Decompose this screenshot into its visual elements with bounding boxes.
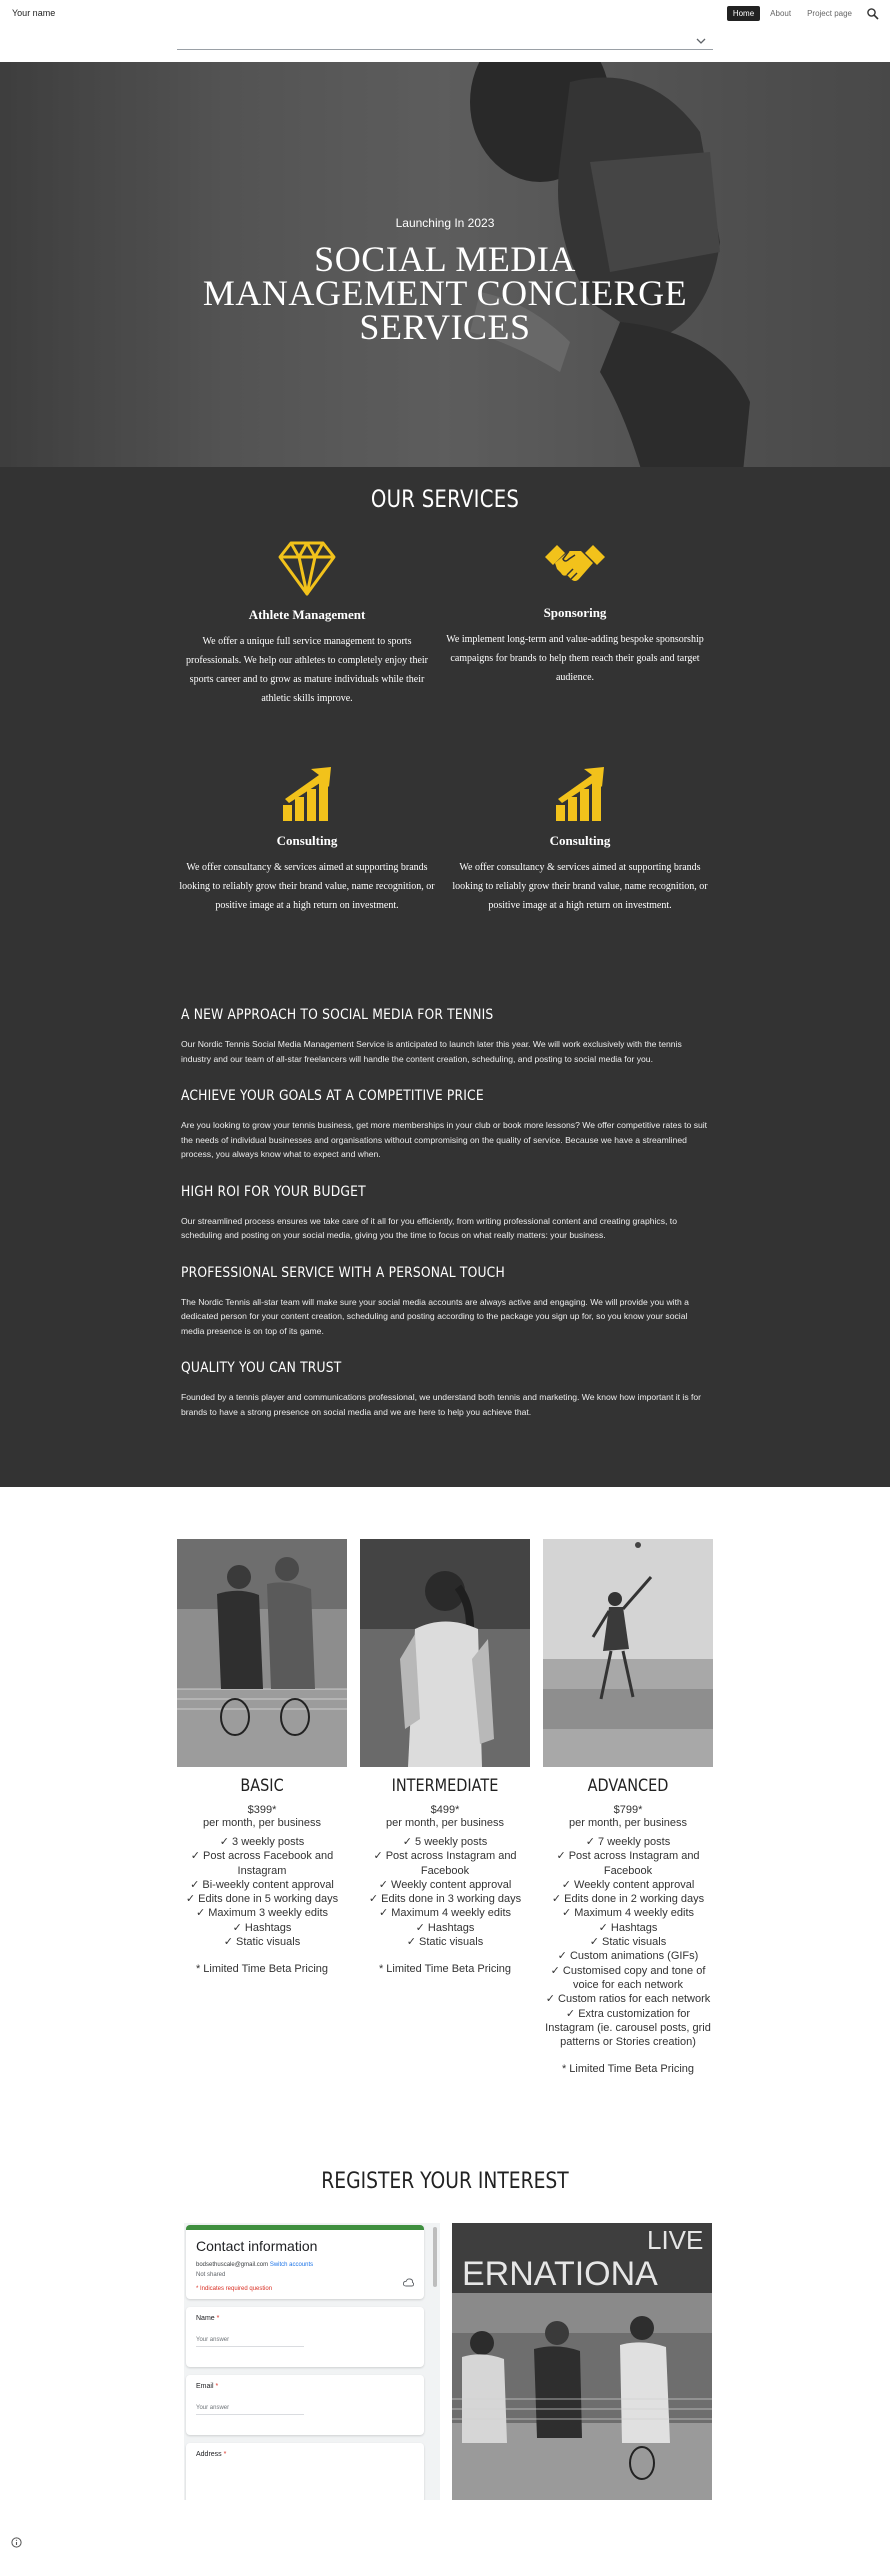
form-scrollbar[interactable] bbox=[433, 2227, 437, 2287]
section-paragraph: Are you looking to grow your tennis business, get more memberships in your club or book more lessons? We offer competitive rates to suit the needs of individual businesses and organisations without compromising on the quality of service. Because we have a streamlined process, you always know what to expect and when. bbox=[181, 1120, 708, 1159]
plan-price: $799* bbox=[613, 1804, 643, 1816]
plan-price: $499* bbox=[430, 1804, 460, 1816]
nav-project-page[interactable]: Project page bbox=[807, 9, 852, 18]
growth-chart-icon bbox=[279, 765, 335, 823]
cloud-icon bbox=[403, 2278, 414, 2287]
plan-features bbox=[177, 1835, 347, 1949]
service-title: Consulting bbox=[549, 833, 611, 848]
section-paragraph: Our Nordic Tennis Social Media Management Service is anticipated to launch later this year. We will work exclusively with the tennis industry and our team of all-star freelancers will handle the content creation, scheduling, and posting to social media for you. bbox=[181, 1039, 682, 1064]
plan-name: INTERMEDIATE bbox=[391, 1776, 499, 1796]
services-title: OUR SERVICES bbox=[370, 485, 520, 513]
plan-basic bbox=[177, 1539, 347, 1975]
section-heading: PROFESSIONAL SERVICE WITH A PERSONAL TOUCH bbox=[181, 1264, 505, 1281]
plan-name: ADVANCED bbox=[587, 1776, 669, 1796]
section-heading: A NEW APPROACH TO SOCIAL MEDIA FOR TENNIS bbox=[181, 1007, 494, 1023]
search-icon[interactable] bbox=[866, 7, 880, 21]
section-paragraph: The Nordic Tennis all-star team will make sure your social media accounts are always active and engaging. We will provide you with a dedicated person for your content creation, scheduling and posting according to the package you sign up for, so you know your social media presence is on top of its game. bbox=[181, 1296, 689, 1336]
players-at-net-image bbox=[177, 1539, 347, 1767]
plan-period: per month, per business bbox=[568, 1817, 687, 1829]
plan-price: $399* bbox=[247, 1804, 277, 1816]
service-description: We offer consultancy & services aimed at supporting brands looking to reliably grow their brand value, name recognition, or positive image at a high return on investment. bbox=[452, 862, 708, 911]
service-description: We offer a unique full service management to sports professionals. We help our athletes to completely enjoy their sports career and to grow as mature individuals while their athletic skills improve. bbox=[185, 636, 428, 704]
plan-photo bbox=[360, 1539, 530, 1767]
service-consulting bbox=[177, 765, 437, 915]
section-heading: HIGH ROI FOR YOUR BUDGET bbox=[181, 1183, 366, 1200]
plan-feature: ✓ Weekly content approval bbox=[561, 1878, 695, 1891]
services-section bbox=[0, 467, 890, 1487]
plan-intermediate bbox=[360, 1539, 530, 1975]
plan-note: * Limited Time Beta Pricing bbox=[378, 1963, 512, 1976]
required-note: * Indicates required question bbox=[196, 2286, 273, 2292]
players-handshake-image bbox=[452, 2223, 712, 2500]
form-question-email bbox=[186, 2375, 424, 2435]
plan-period: per month, per business bbox=[202, 1817, 321, 1829]
plan-feature: ✓ Hashtags bbox=[232, 1921, 292, 1934]
form-question-name bbox=[186, 2307, 424, 2367]
handshake-icon bbox=[543, 539, 607, 595]
top-bar bbox=[0, 0, 890, 27]
female-player-image bbox=[360, 1539, 530, 1767]
form-question-address bbox=[186, 2443, 424, 2500]
email-input[interactable]: Your answer bbox=[196, 2405, 304, 2415]
register-photo bbox=[452, 2223, 712, 2500]
form-user-email: bodsethuscale@gmail.com bbox=[196, 2262, 269, 2268]
plan-feature: ✓ Hashtags bbox=[415, 1921, 475, 1934]
question-label-text: Address bbox=[196, 2451, 222, 2458]
switch-accounts-link[interactable]: Switch accounts bbox=[269, 2262, 314, 2268]
plan-feature: ✓ Bi-weekly content approval bbox=[190, 1878, 334, 1891]
approach-text-block bbox=[181, 1007, 709, 1441]
section-paragraph: Founded by a tennis player and communications professional, we understand both tennis and marketing. We know how important it is for brands to have a strong presence on social media and we are here to help you achieve that. bbox=[181, 1392, 702, 1417]
hero-title-line: SERVICES bbox=[359, 307, 531, 347]
plan-feature: ✓ Edits done in 3 working days bbox=[368, 1893, 522, 1906]
plan-feature: ✓ Post across Instagram and Facebook bbox=[373, 1850, 517, 1877]
plan-feature: ✓ Customised copy and tone of voice for each network bbox=[550, 1964, 706, 1991]
section-paragraph: Our streamlined process ensures we take care of it all for you efficiently, from writing professional content and creating graphics, to scheduling and posting on your social media, giving you the time to focus on what really matters: your business. bbox=[181, 1215, 677, 1240]
not-shared-note: Not shared bbox=[196, 2272, 226, 2278]
plan-feature: ✓ Custom ratios for each network bbox=[545, 1993, 711, 2006]
hero-title-line: SOCIAL MEDIA bbox=[314, 239, 576, 279]
pricing-section bbox=[0, 1487, 890, 2127]
question-label: Address * bbox=[196, 2451, 227, 2458]
hero-title bbox=[0, 239, 890, 347]
plan-feature: ✓ Static visuals bbox=[589, 1936, 667, 1949]
question-label-text: Email bbox=[196, 2383, 214, 2390]
question-label-text: Name bbox=[196, 2315, 215, 2322]
plan-photo bbox=[543, 1539, 713, 1767]
section-heading: QUALITY YOU CAN TRUST bbox=[181, 1360, 342, 1376]
plan-feature: ✓ Post across Instagram and Facebook bbox=[556, 1850, 700, 1877]
service-title: Sponsoring bbox=[543, 605, 607, 620]
plan-feature: ✓ Hashtags bbox=[598, 1921, 658, 1934]
plan-feature: ✓ Maximum 4 weekly edits bbox=[561, 1907, 695, 1920]
banner-text: LIVE bbox=[647, 2225, 704, 2255]
register-section bbox=[0, 2127, 890, 2560]
plan-feature: ✓ Maximum 4 weekly edits bbox=[378, 1907, 512, 1920]
plan-feature: ✓ 7 weekly posts bbox=[585, 1836, 671, 1848]
plan-photo bbox=[177, 1539, 347, 1767]
plan-features bbox=[360, 1835, 530, 1949]
plan-advanced bbox=[543, 1539, 713, 2075]
growth-chart-icon bbox=[552, 765, 608, 823]
site-name[interactable]: Your name bbox=[12, 8, 56, 18]
diamond-icon bbox=[277, 539, 337, 597]
form-title: Contact information bbox=[196, 2238, 318, 2254]
plan-feature: ✓ 3 weekly posts bbox=[219, 1836, 305, 1848]
service-description: We implement long-term and value-adding bespoke sponsorship campaigns for brands to help them reach their goals and target audience. bbox=[446, 634, 704, 683]
plan-feature: ✓ Post across Facebook and Instagram bbox=[190, 1850, 334, 1877]
section-heading: ACHIEVE YOUR GOALS AT A COMPETITIVE PRICE bbox=[181, 1088, 484, 1104]
question-label: Name * bbox=[196, 2315, 220, 2322]
plan-features bbox=[543, 1835, 713, 2049]
nav-about[interactable]: About bbox=[770, 9, 792, 18]
banner-text: ERNATIONA bbox=[462, 2255, 658, 2293]
plan-feature: ✓ Maximum 3 weekly edits bbox=[195, 1907, 329, 1920]
plan-feature: ✓ Weekly content approval bbox=[378, 1878, 512, 1891]
plan-feature: ✓ Extra customization for Instagram (ie. carousel posts, grid patterns or Stories creation) bbox=[545, 2007, 711, 2049]
plan-feature: ✓ Edits done in 5 working days bbox=[185, 1893, 339, 1906]
form-header-card bbox=[186, 2225, 424, 2299]
service-description: We offer consultancy & services aimed at supporting brands looking to reliably grow their brand value, name recognition, or positive image at a high return on investment. bbox=[179, 862, 435, 911]
hero-banner bbox=[0, 62, 890, 467]
serving-player-image bbox=[543, 1539, 713, 1767]
service-consulting bbox=[450, 765, 710, 915]
service-sponsoring bbox=[445, 539, 705, 687]
plan-feature: ✓ Static visuals bbox=[406, 1936, 484, 1949]
embedded-content-bar[interactable] bbox=[177, 34, 713, 50]
plan-note: * Limited Time Beta Pricing bbox=[195, 1963, 329, 1976]
form-user bbox=[196, 2262, 414, 2268]
plan-feature: ✓ 5 weekly posts bbox=[402, 1836, 488, 1848]
plan-name: BASIC bbox=[240, 1776, 284, 1796]
plan-note: * Limited Time Beta Pricing bbox=[561, 2063, 695, 2076]
service-title: Consulting bbox=[276, 833, 338, 848]
plan-period: per month, per business bbox=[385, 1817, 504, 1829]
main-nav bbox=[727, 6, 880, 21]
info-icon[interactable] bbox=[11, 2537, 22, 2548]
register-title: REGISTER YOUR INTEREST bbox=[321, 2169, 569, 2194]
embedded-google-form[interactable] bbox=[184, 2223, 440, 2500]
chevron-down-icon[interactable] bbox=[695, 36, 707, 46]
service-athlete-management bbox=[177, 539, 437, 708]
plan-feature: ✓ Edits done in 2 working days bbox=[551, 1893, 705, 1906]
plan-feature: ✓ Static visuals bbox=[223, 1936, 301, 1949]
hero-title-line: MANAGEMENT CONCIERGE bbox=[202, 273, 688, 313]
plan-feature: ✓ Custom animations (GIFs) bbox=[557, 1950, 699, 1963]
service-title: Athlete Management bbox=[248, 607, 366, 622]
nav-home[interactable]: Home bbox=[727, 6, 760, 21]
question-label: Email * bbox=[196, 2383, 219, 2390]
name-input[interactable]: Your answer bbox=[196, 2337, 304, 2347]
hero-kicker: Launching In 2023 bbox=[395, 216, 495, 230]
